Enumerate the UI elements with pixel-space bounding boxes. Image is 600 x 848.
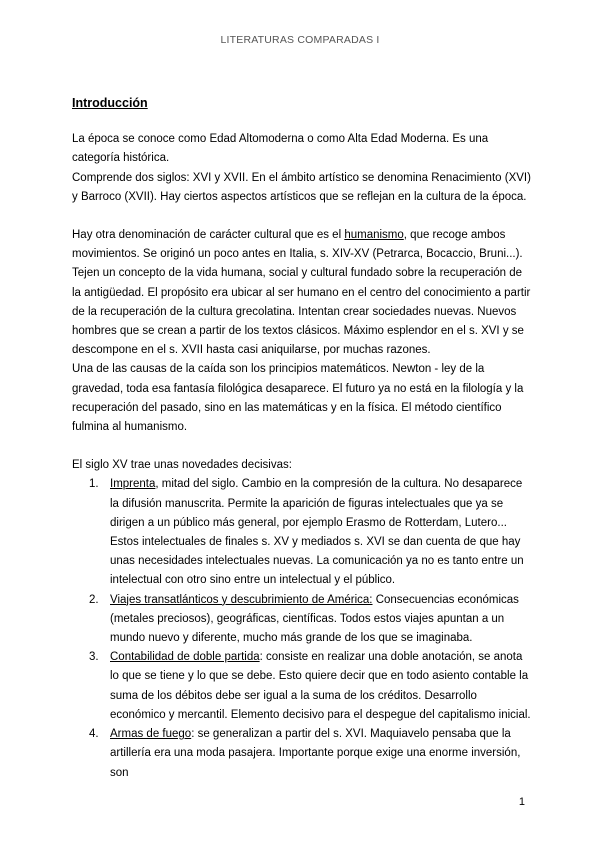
list-item [89, 591, 534, 649]
list-number: 2. [89, 593, 99, 606]
list-text: : se generalizan a partir del s. XVI. Maquiavelo pensaba que la artillería era una moda pasajera. Importante porque exige una enorme inversión, son [110, 728, 521, 779]
paragraph-humanismo [72, 226, 534, 360]
list-number: 1. [89, 478, 99, 491]
list-item [89, 725, 534, 783]
novedades-list [72, 475, 534, 782]
humanismo-link: humanismo [344, 229, 404, 242]
paragraph-4: Una de las causas de la caída son los principios matemáticos. Newton - ley de la gravedad, toda esa fantasía filológica desaparece. El futuro ya no está en la filología y la recuperación del pasado, sino en las matemáticas y en la física. El método científico fulmina al humanismo. [72, 363, 524, 434]
list-item [89, 648, 534, 725]
list-item [89, 475, 534, 590]
list-text: : consiste en realizar una doble anotación, se anota lo que se tiene y lo que se debe. Esto quiere decir que en todo asiento contable la suma de los débitos debe ser igual a la suma de los créditos. Desarrollo económico y mercantil. Elemento decisivo para el despegue del capitalismo inicial. [110, 651, 531, 721]
list-term: Armas de fuego [110, 728, 192, 741]
section-title: Introducción [72, 96, 148, 110]
list-number: 4. [89, 728, 99, 741]
list-term: Imprenta [110, 478, 156, 491]
list-text: , mitad del siglo. Cambio en la compresión de la cultura. No desaparece la difusión manuscrita. Permite la aparición de figuras intelectuales que ya se dirigen a un público más general, por ejemplo Erasmo de Rotterdam, Lutero... Estos intelectuales de finales s. XV y mediados s. XVI se dan cuenta de que hay unas necesidades intelectuales nuevas. La comunicación ya no es tanto entre un intelectual con otro sino entre un intelectual y el público. [110, 478, 524, 587]
list-text: Consecuencias económicas (metales preciosos), geográficas, científicas. Todos estos viajes apuntan a un mundo nuevo y diferente, mucho más grande de los que se imaginaba. [110, 593, 519, 645]
page-number: 1 [518, 796, 525, 808]
list-term: Contabilidad de doble partida [110, 651, 260, 664]
paragraph-5: El siglo XV trae unas novedades decisivas: [72, 459, 292, 472]
paragraph-text: , que recoge ambos movimientos. Se originó un poco antes en Italia, s. XIV-XV (Petrarca, Bocaccio, Bruni...). Tejen un concepto de la vida humana, social y cultural fundado sobre la recuperación de la antigüedad. El propósito era ubicar al ser humano en el centro del conocimiento a partir de la recuperación de la cultura grecolatina. Intentan crear sociedades nuevas. Nuevos hombres que se crean a partir de los textos clásicos. Máximo esplendor en el s. XVI y se descompone en el s. XVII hasta casi aniquilarse, por muchas razones. [72, 229, 531, 357]
list-term: Viajes transatlánticos y descubrimiento de América: [110, 593, 373, 606]
document-body [72, 94, 534, 783]
paragraph-2: Comprende dos siglos: XVI y XVII. En el ámbito artístico se denomina Renacimiento (XVI) y Barroco (XVII). Hay ciertos aspectos artísticos que se reflejan en la cultura de la época. [72, 171, 531, 203]
paragraph-1: La época se conoce como Edad Altomoderna o como Alta Edad Moderna. Es una categoría histórica. [72, 133, 489, 165]
paragraph-text: Hay otra denominación de carácter cultural que es el [72, 229, 345, 242]
page-header: LITERATURAS COMPARADAS I [220, 34, 380, 46]
list-number: 3. [89, 651, 99, 664]
